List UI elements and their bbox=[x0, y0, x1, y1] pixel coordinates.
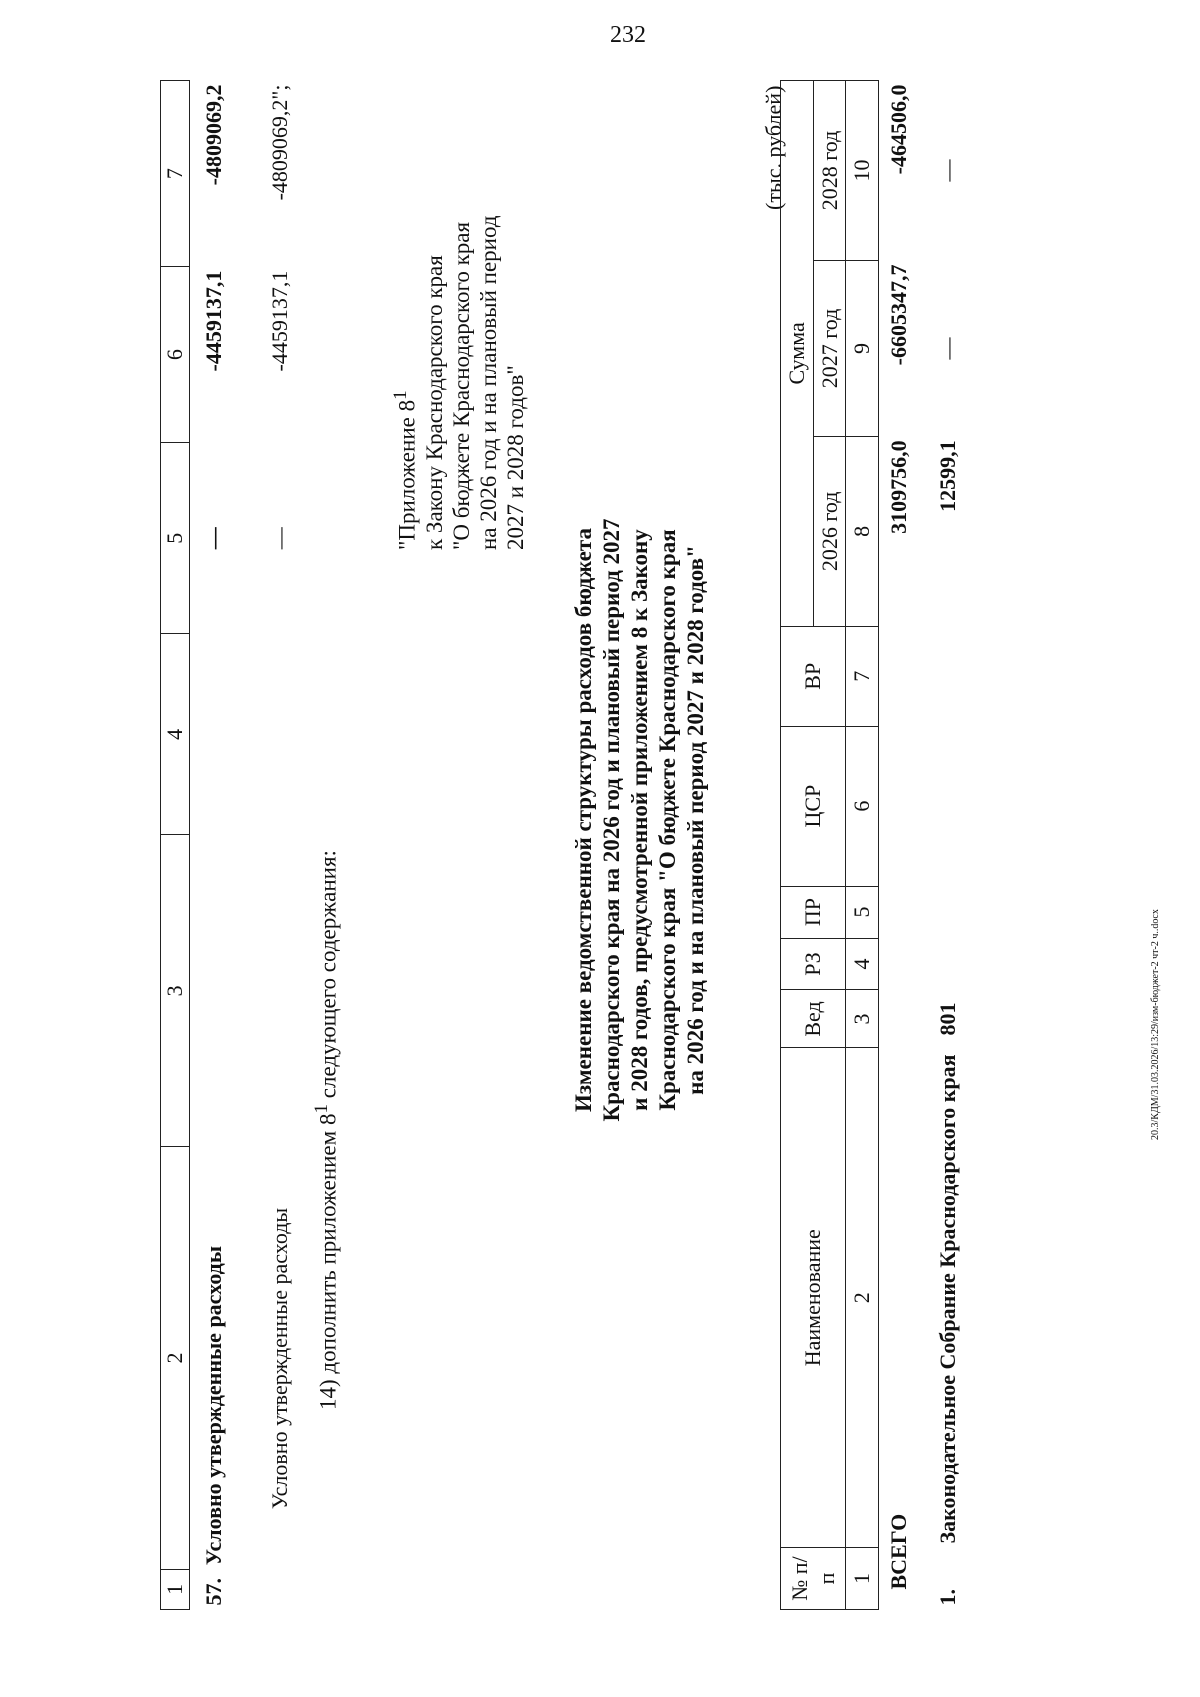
header-cell: 2 bbox=[161, 1147, 190, 1569]
document-title bbox=[570, 510, 710, 1130]
title-line: на 2026 год и на плановый период 2027 и 2028 годов" bbox=[683, 545, 709, 1095]
row-ved: 801 bbox=[935, 1002, 960, 1036]
col-number: 3 bbox=[846, 990, 879, 1048]
row-c6: -4459137,1 bbox=[267, 270, 292, 372]
row-2028: — bbox=[935, 159, 960, 182]
header-sum: Сумма bbox=[781, 81, 814, 627]
appendix-header bbox=[390, 215, 529, 550]
appendix-line: "Приложение 8 bbox=[394, 399, 420, 550]
page-number: 232 bbox=[610, 22, 646, 48]
col-number: 7 bbox=[846, 626, 879, 726]
header-num: № п/п bbox=[781, 1548, 846, 1610]
row-number: 57. bbox=[201, 1578, 226, 1606]
row-c6: -4459137,1 bbox=[201, 270, 226, 372]
col-number: 8 bbox=[846, 436, 879, 626]
row-2027: — bbox=[935, 337, 960, 360]
top-table bbox=[160, 80, 294, 1610]
appendix-sup: 1 bbox=[390, 390, 411, 400]
header-cell: 5 bbox=[161, 443, 190, 634]
table-row bbox=[914, 81, 964, 1610]
table-row bbox=[189, 81, 228, 1610]
header-name: Наименование bbox=[781, 1048, 846, 1548]
rotated-page-content bbox=[160, 70, 1060, 1610]
header-cell: 6 bbox=[161, 267, 190, 443]
row-number bbox=[228, 1569, 294, 1609]
header-cell: 3 bbox=[161, 835, 190, 1147]
row-name: Условно утвержденные расходы bbox=[267, 1207, 292, 1510]
total-row bbox=[878, 81, 914, 1610]
header-csr: ЦСР bbox=[781, 726, 846, 886]
row-number: 1. bbox=[935, 1589, 960, 1606]
header-2028: 2028 год bbox=[813, 81, 846, 261]
header-pr: ПР bbox=[781, 886, 846, 938]
total-2027: -6605347,7 bbox=[885, 264, 911, 366]
amendment-sup: 1 bbox=[311, 1103, 332, 1114]
header-cell: 4 bbox=[161, 634, 190, 835]
units-label: (тыс. рублей) bbox=[761, 85, 786, 210]
total-label: ВСЕГО bbox=[885, 1513, 911, 1590]
column-numbers-row bbox=[846, 81, 879, 1610]
table-row bbox=[228, 81, 294, 1610]
title-line: Изменение ведомственной структуры расходов бюджета bbox=[571, 528, 596, 1112]
row-c3 bbox=[189, 835, 228, 1147]
appendix-line: на 2026 год и на плановый период bbox=[476, 215, 502, 550]
header-vr: ВР bbox=[781, 626, 846, 726]
col-number: 6 bbox=[846, 726, 879, 886]
amendment-main: 14) дополнить приложением 8 bbox=[315, 1113, 341, 1410]
row-name: Законодательное Собрание Краснодарского края bbox=[935, 1054, 960, 1544]
row-2026: 12599,1 bbox=[935, 440, 960, 512]
title-line: Краснодарского края "О бюджете Краснодарского края bbox=[655, 529, 681, 1111]
title-line: Краснодарского края на 2026 год и плановый период 2027 bbox=[599, 518, 625, 1122]
appendix-line: "О бюджете Краснодарского края bbox=[448, 221, 474, 550]
row-c7: -4809069,2 bbox=[201, 84, 226, 186]
main-table bbox=[780, 80, 964, 1610]
row-c5: — bbox=[201, 527, 226, 550]
col-number: 10 bbox=[846, 81, 879, 261]
main-table-header bbox=[781, 81, 814, 1610]
header-cell: 1 bbox=[161, 1569, 190, 1609]
header-cell: 7 bbox=[161, 81, 190, 267]
header-rz: РЗ bbox=[781, 938, 846, 990]
row-c4 bbox=[228, 634, 294, 835]
top-table-header bbox=[161, 81, 190, 1610]
header-2026: 2026 год bbox=[813, 436, 846, 626]
header-ved: Вед bbox=[781, 990, 846, 1048]
row-name: Условно утвержденные расходы bbox=[201, 1246, 226, 1566]
appendix-line: к Закону Краснодарского края bbox=[421, 255, 447, 550]
row-c5: — bbox=[267, 527, 292, 550]
total-2028: -464506,0 bbox=[885, 84, 911, 175]
col-number: 4 bbox=[846, 938, 879, 990]
title-line: и 2028 годов, предусмотренной приложением 8 к Закону bbox=[627, 529, 653, 1111]
row-c3 bbox=[228, 835, 294, 1147]
col-number: 5 bbox=[846, 886, 879, 938]
row-c7: -4809069,2"; bbox=[267, 84, 292, 201]
row-c4 bbox=[189, 634, 228, 835]
header-2027: 2027 год bbox=[813, 260, 846, 436]
file-path-footer: 20.3/КДМ/31.03.2026/13:29/изм-бюджет-2 чт-2 ч..docx bbox=[1150, 909, 1161, 1140]
amendment-tail: следующего содержания: bbox=[315, 850, 341, 1104]
appendix-line: 2027 и 2028 годов" bbox=[503, 365, 529, 550]
col-number: 1 bbox=[846, 1548, 879, 1610]
col-number: 9 bbox=[846, 260, 879, 436]
col-number: 2 bbox=[846, 1048, 879, 1548]
total-2026: 3109756,0 bbox=[885, 440, 911, 534]
amendment-text bbox=[310, 850, 343, 1410]
